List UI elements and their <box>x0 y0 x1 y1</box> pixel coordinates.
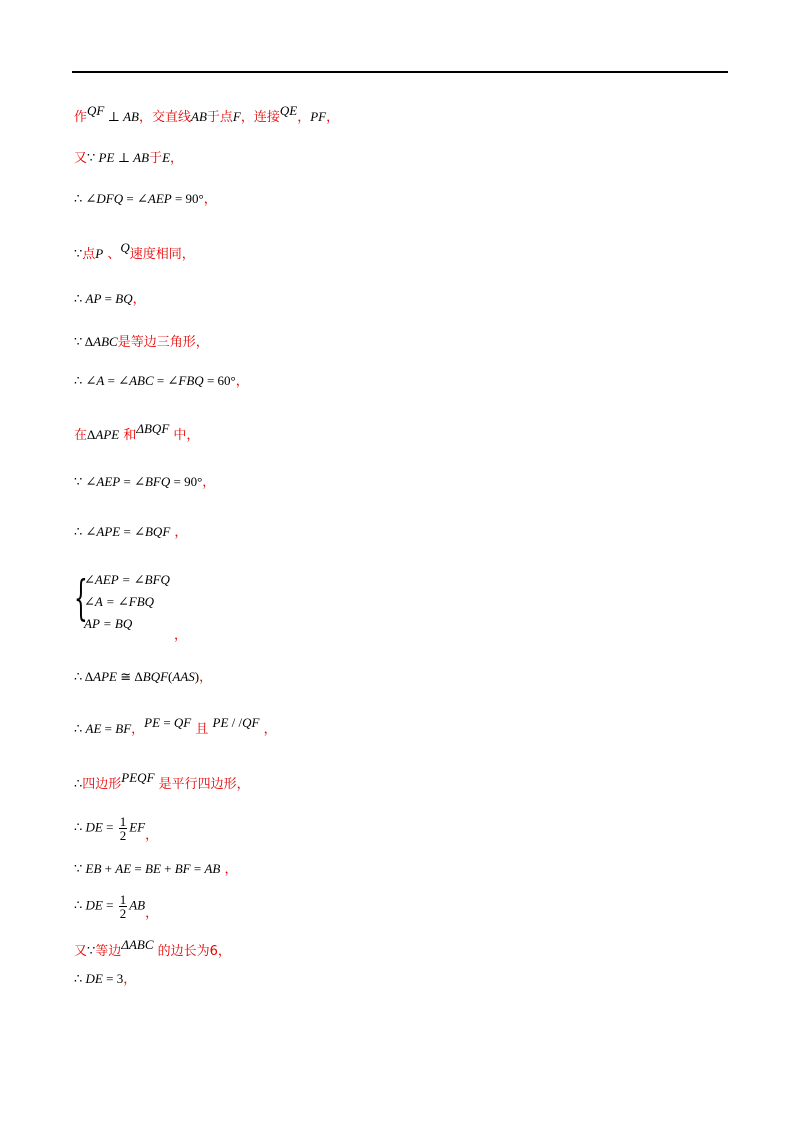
math-text: BQF <box>142 669 169 684</box>
math-text: AP <box>85 291 102 306</box>
math-text: Δ <box>87 427 96 442</box>
therefore-symbol: ∴ <box>74 819 86 835</box>
math-text: AE <box>85 721 102 736</box>
chinese-text: ， <box>297 110 311 125</box>
math-text: ABC <box>93 334 118 349</box>
chinese-text: ， <box>132 292 146 307</box>
header-rule <box>72 71 728 73</box>
math-text: DFQ <box>96 191 124 206</box>
fraction-line-1 <box>74 815 158 842</box>
chinese-text: 中， <box>169 428 200 443</box>
chinese-text: 于点 <box>206 110 233 125</box>
math-text: EB <box>85 861 102 876</box>
chinese-text: 且 <box>191 722 213 737</box>
denominator: 2 <box>119 906 127 921</box>
numerator: 1 <box>119 892 127 907</box>
chinese-text: 是平行四边形， <box>154 777 250 792</box>
math-text: BF <box>115 721 132 736</box>
math-text: APE <box>95 427 120 442</box>
chinese-text: 四边形 <box>82 777 122 792</box>
math-text: + <box>160 861 175 876</box>
math-text: ( <box>168 669 173 684</box>
math-text: = ∠ <box>120 474 145 489</box>
math-text: + <box>101 861 116 876</box>
left-brace: { <box>74 570 88 626</box>
math-text: ∴ <box>74 776 83 791</box>
math-text: QE <box>279 103 298 118</box>
math-text: PE <box>144 715 161 730</box>
solution-line-6 <box>74 333 209 352</box>
math-text: ABC <box>129 373 154 388</box>
solution-line-4 <box>74 240 195 264</box>
chinese-text: 又 <box>74 944 88 959</box>
math-text: P <box>95 246 104 261</box>
chinese-text: 速度相同， <box>129 247 195 262</box>
math-text: ∴ <box>74 721 86 736</box>
solution-line-3 <box>74 190 217 209</box>
math-text: = ∠ <box>123 191 148 206</box>
math-text: ∴ ∠ <box>74 373 97 388</box>
math-text: = <box>160 715 174 730</box>
math-text: ⊥ <box>104 109 124 124</box>
math-text: = 90° <box>171 191 204 206</box>
solution-line-11 <box>74 668 212 687</box>
lhs: DE <box>85 819 103 835</box>
math-text: ∴ <box>74 291 86 306</box>
chinese-text: 于 <box>149 151 163 166</box>
chinese-text: ， <box>220 862 238 877</box>
chinese-text: ， <box>131 722 145 737</box>
solution-line-1 <box>74 103 340 127</box>
chinese-text: 和 <box>119 428 137 443</box>
math-text: PEQF <box>121 770 155 785</box>
solution-line-5 <box>74 290 146 309</box>
chinese-text: ， <box>235 374 249 389</box>
math-text: AB <box>191 109 207 124</box>
solution-line-14 <box>74 860 238 879</box>
chinese-text: ， <box>259 722 277 737</box>
comma: ， <box>145 906 159 922</box>
fraction <box>119 893 128 920</box>
math-text: PF <box>310 109 327 124</box>
math-text: = ∠ <box>120 524 145 539</box>
math-text: ∵ <box>87 150 99 165</box>
comma: ， <box>145 828 159 844</box>
chinese-text: ， <box>326 110 340 125</box>
chinese-text: 作 <box>74 110 88 125</box>
math-text: A <box>96 373 105 388</box>
math-text: ≅ Δ <box>117 669 143 684</box>
denominator: 2 <box>119 828 127 843</box>
chinese-text: ， <box>170 525 188 540</box>
chinese-text: ， <box>202 475 216 490</box>
chinese-text: ， <box>203 192 217 207</box>
math-text: AEP <box>147 191 172 206</box>
solution-line-2 <box>74 149 183 168</box>
system-row-3: AP = BQ <box>84 616 133 631</box>
math-text: PE <box>212 715 229 730</box>
chinese-text: ， <box>123 972 137 987</box>
chinese-text: ， <box>170 151 184 166</box>
chinese-text: 点 <box>82 247 96 262</box>
system-row-1: ∠AEP = ∠BFQ <box>84 572 170 587</box>
math-text: ∴ <box>74 971 86 986</box>
math-text: ∴ ∠ <box>74 524 97 539</box>
chinese-text: 是等边三角形， <box>117 335 209 350</box>
math-text: BQ <box>115 291 133 306</box>
solution-line-7 <box>74 372 249 391</box>
math-text: AE <box>115 861 132 876</box>
math-text: ∵ <box>87 943 96 958</box>
math-text: = 3 <box>102 971 124 986</box>
math-text: DE <box>85 971 103 986</box>
rhs: EF <box>129 819 146 835</box>
solution-line-10 <box>74 523 187 542</box>
math-text: ) <box>194 669 200 684</box>
solution-line-13 <box>74 770 250 794</box>
math-text: PE <box>98 150 115 165</box>
math-text: AEP <box>96 474 121 489</box>
math-text: QF <box>87 103 105 118</box>
fraction <box>119 815 128 842</box>
chinese-text: 、 <box>103 247 121 262</box>
solution-line-15 <box>74 937 231 961</box>
math-text: APE <box>93 669 117 684</box>
math-text: AB <box>133 150 150 165</box>
fraction-line-2 <box>74 893 158 920</box>
equals: = <box>102 897 117 913</box>
math-text: AB <box>204 861 221 876</box>
system-row-2: ∠A = ∠FBQ <box>84 594 155 609</box>
math-text: QF <box>242 715 260 730</box>
math-text: BF <box>174 861 191 876</box>
math-text: ∴ Δ <box>74 669 94 684</box>
math-text: / / <box>228 715 243 730</box>
solution-line-16 <box>74 970 136 989</box>
rhs: AB <box>129 897 146 913</box>
math-text: ΔBQF <box>136 421 170 436</box>
solution-line-12 <box>74 715 277 739</box>
math-text: AAS <box>172 669 195 684</box>
chinese-text: 的边长为6， <box>153 944 231 959</box>
math-text: = <box>101 721 116 736</box>
math-text: BFQ <box>144 474 171 489</box>
math-text: Q <box>120 240 130 255</box>
math-text: ⊥ <box>114 150 134 165</box>
math-text: FBQ <box>178 373 204 388</box>
chinese-text: ，连接 <box>240 110 280 125</box>
math-text: BQF <box>144 524 171 539</box>
math-text: = 60° <box>203 373 236 388</box>
math-text: = ∠ <box>104 373 130 388</box>
math-text: = <box>101 291 116 306</box>
math-text: AB <box>123 109 139 124</box>
math-text: ∵ Δ <box>74 334 94 349</box>
therefore-symbol: ∴ <box>74 897 86 913</box>
chinese-text: 在 <box>74 428 88 443</box>
numerator: 1 <box>119 814 127 829</box>
solution-line-8 <box>74 421 200 445</box>
math-text: ∵ <box>74 861 86 876</box>
solution-line-9 <box>74 473 215 492</box>
math-text: = 90° <box>170 474 203 489</box>
chinese-text: ， <box>199 670 213 685</box>
math-text: QF <box>173 715 192 730</box>
math-text: E <box>162 150 171 165</box>
chinese-text: 等边 <box>95 944 122 959</box>
math-text: APE <box>96 524 121 539</box>
math-text: = <box>131 861 145 876</box>
math-text: ∴ ∠ <box>74 191 97 206</box>
math-text: ΔABC <box>121 937 154 952</box>
chinese-text: 又 <box>74 151 88 166</box>
chinese-text: ，交直线 <box>138 110 191 125</box>
math-text: = <box>190 861 205 876</box>
math-text: ∵ ∠ <box>74 474 97 489</box>
equals: = <box>102 819 117 835</box>
math-text: ∵ <box>74 246 83 261</box>
math-text: F <box>232 109 241 124</box>
system-trail: ， <box>174 628 188 643</box>
math-text: BE <box>145 861 161 876</box>
lhs: DE <box>85 897 103 913</box>
math-text: = ∠ <box>153 373 179 388</box>
